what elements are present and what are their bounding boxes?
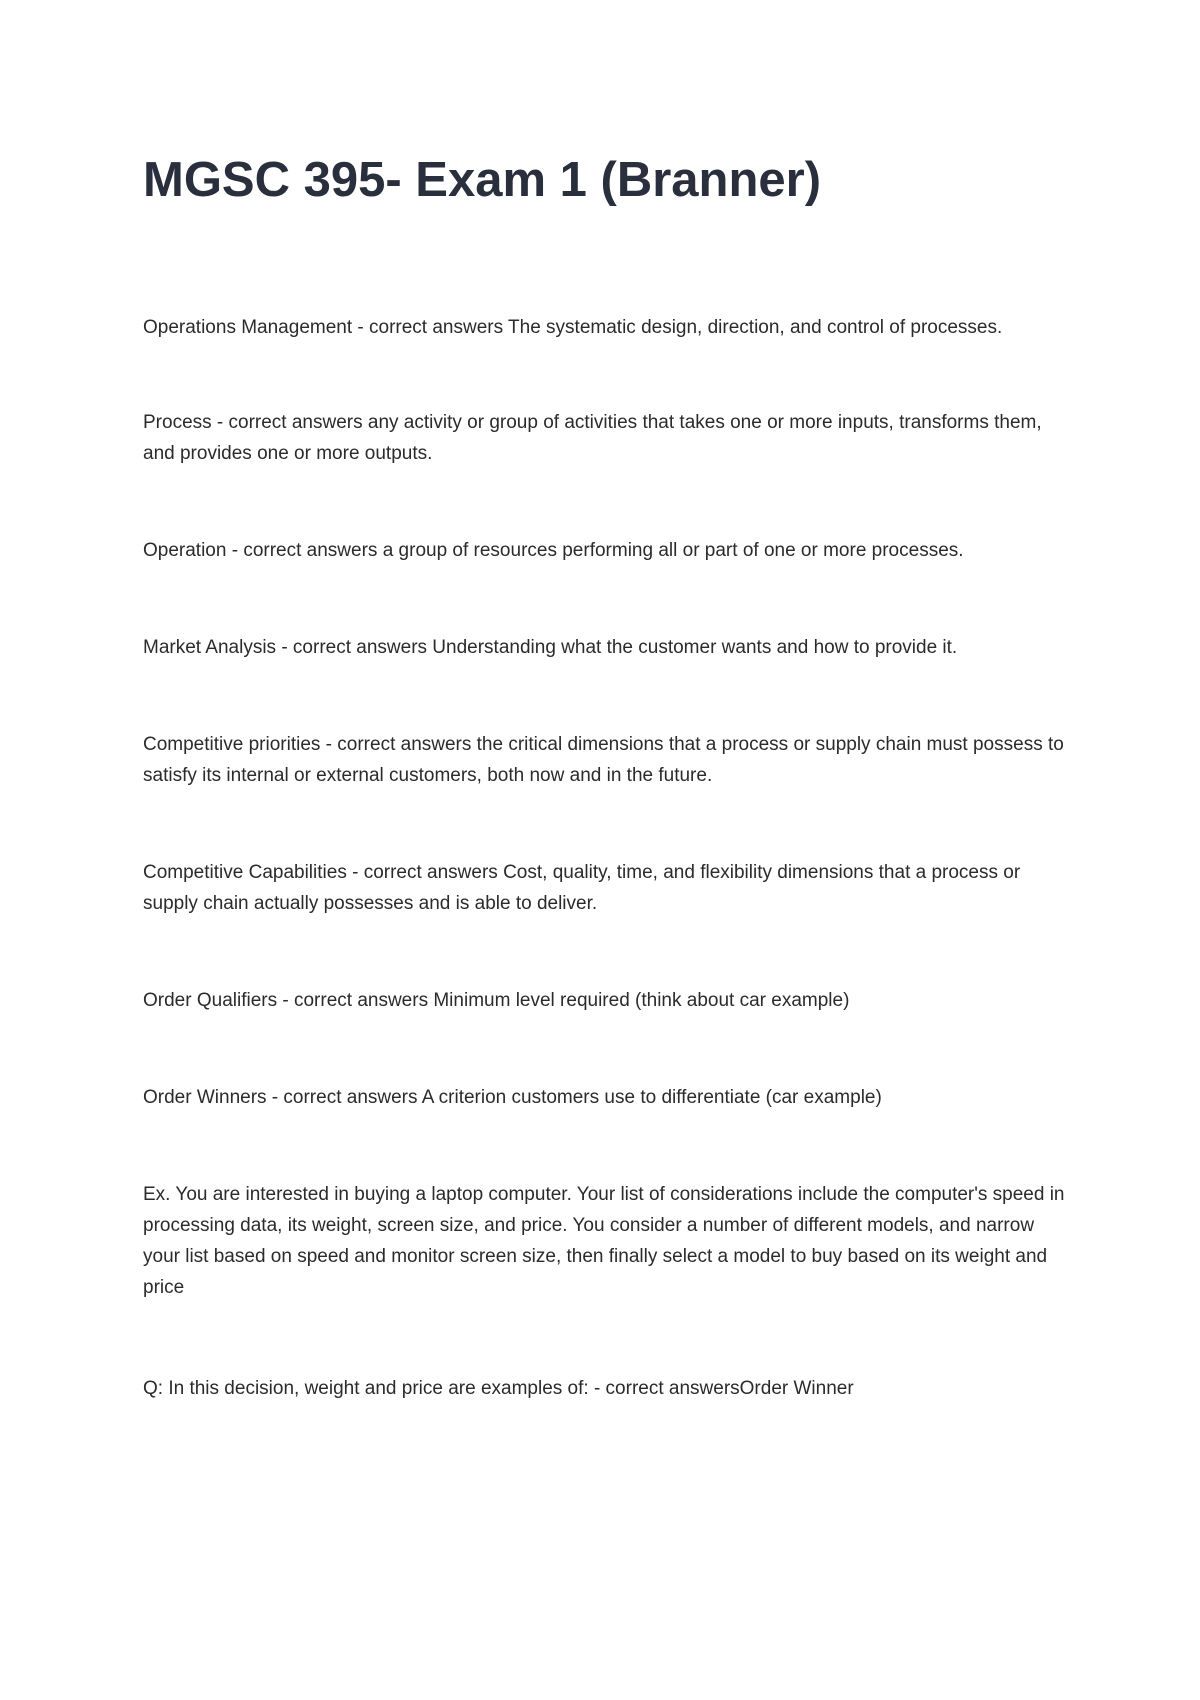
entry-question: Q: In this decision, weight and price are examples of: - correct answersOrder Winner: [143, 1378, 854, 1399]
entry-operation: Operation - correct answers a group of resources performing all or part of one or more processes.: [143, 540, 964, 561]
entry-process: Process - correct answers any activity or group of activities that takes one or more inputs, transforms them, and provides one or more outputs.: [143, 412, 1042, 464]
entry-order-winners: Order Winners - correct answers A criterion customers use to differentiate (car example): [143, 1087, 882, 1108]
entry-operations-management: Operations Management - correct answers The systematic design, direction, and control of processes.: [143, 317, 1003, 338]
entry-laptop-example: Ex. You are interested in buying a laptop computer. Your list of considerations include the computer's speed in processing data, its weight, screen size, and price. You consider a number of different models, and narrow your list based on speed and monitor screen size, then finally select a model to buy based on its weight and price: [143, 1184, 1065, 1298]
entry-competitive-capabilities: Competitive Capabilities - correct answers Cost, quality, time, and flexibility dimensions that a process or supply chain actually possesses and is able to deliver.: [143, 862, 1021, 914]
entry-market-analysis: Market Analysis - correct answers Understanding what the customer wants and how to provide it.: [143, 637, 958, 658]
document-title: MGSC 395- Exam 1 (Branner): [143, 153, 822, 207]
entry-order-qualifiers: Order Qualifiers - correct answers Minimum level required (think about car example): [143, 990, 850, 1011]
entry-competitive-priorities: Competitive priorities - correct answers the critical dimensions that a process or supply chain must possess to satisfy its internal or external customers, both now and in the future.: [143, 734, 1064, 786]
